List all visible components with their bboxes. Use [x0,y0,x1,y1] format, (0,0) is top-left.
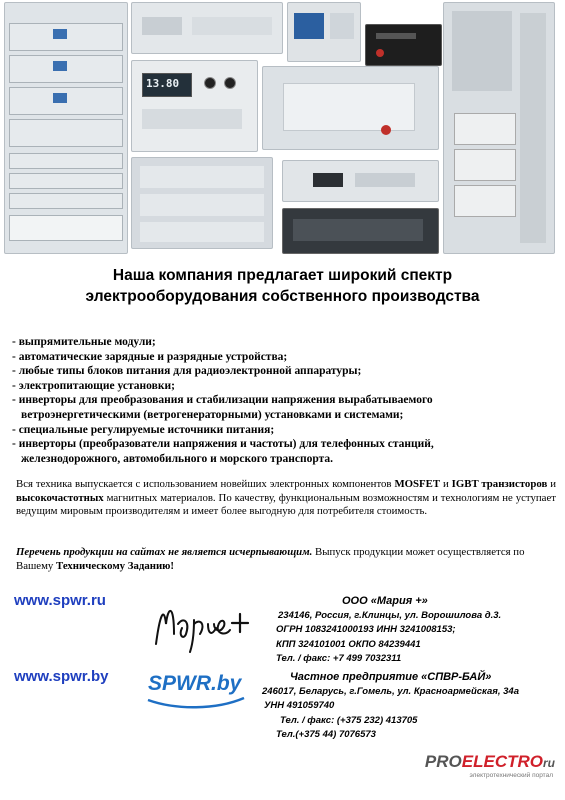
display-reading: 13.80 [146,77,180,90]
company-block-russia [274,594,559,667]
company-line: Тел. / факс: +7 499 7032311 [276,653,402,664]
list-item: - электропитающие установки; [12,379,175,392]
proelectro-tagline: электротехнический портал [469,772,553,779]
company-line: 234146, Россия, г.Клинцы, ул. Ворошилова д.3. [278,609,502,621]
rack-cabinet-photo-left [4,2,128,254]
list-item: - любые типы блоков питания для радиоэлектронной аппаратуры; [12,365,362,378]
spwr-by-logo: SPWR.by [148,672,242,695]
list-item: - автоматические зарядные и разрядные устройства; [12,350,288,363]
inverter-photo-silver [262,66,439,150]
headline-line-2: электрооборудования собственного производства [85,288,480,305]
list-item: - инверторы (преобразователи напряжения и частоты) для телефонных станций, [12,438,434,451]
rack-unit-photo-top [131,2,283,54]
rectifier-photo [131,157,273,249]
mosfet-term: MOSFET [394,478,441,490]
maria-signature-logo [150,594,260,654]
company-line: Тел. / факс: (+375 232) 413705 [280,714,418,726]
modular-unit-photo [282,208,439,254]
product-photo-collage [0,0,565,252]
list-item: - специальные регулируемые источники питания; [12,423,275,436]
company-line: 246017, Беларусь, г.Гомель, ул. Красноармейская, 34а [262,685,519,697]
technology-paragraph: Вся техника выпускается с использованием новейших электронных компонентов MOSFET и IGBT транзисторов и высокочастотных магнитных материалов. По качеству, функциональным возможностям и технологиям не уступает ведущим мировым производителям и имеет более выгодную для потребителя стоимость. [16,478,556,518]
company-line: КПП 324101001 ОКПО 84239441 [276,638,421,650]
spwr-logo-swoosh [146,696,246,710]
company-line: УНН 491059740 [264,700,335,711]
custom-order-paragraph: Перечень продукции на сайтах не является исчерпывающим. Выпуск продукции может осуществляется по Вашему Техническому Заданию! [16,546,525,572]
rack-cabinet-photo-right [443,2,555,254]
company-block-belarus [262,670,562,743]
list-item: - инверторы для преобразования и стабилизации напряжения вырабатываемого [12,394,433,407]
product-list [12,335,557,466]
link-spwr-ru[interactable]: www.spwr.ru [14,592,106,609]
rack-unit-photo-display [282,160,439,202]
list-item: железнодорожного, автомобильного и морского транспорта. [21,452,333,465]
list-item: ветроэнергетическими (ветрогенераторными) установками и системами; [21,408,404,421]
inverter-photo-black [365,24,442,66]
digital-panel-photo [287,2,361,62]
company-line: ОГРН 1083241000193 ИНН 3241008153; [276,624,456,635]
company-title-russia: ООО «Мария +» [342,595,428,607]
igbt-term: IGBT транзисторов [451,478,548,490]
power-supply-photo [131,60,258,152]
headline-line-1: Наша компания предлагает широкий спектр [112,267,453,284]
proelectro-logo: PROELECTROru [424,752,555,771]
link-spwr-by[interactable]: www.spwr.by [14,668,109,685]
list-item: - выпрямительные модули; [12,336,156,348]
company-title-belarus: Частное предприятие «СПВР-БАЙ» [290,671,492,683]
high-frequency-term: высокочастотных [16,491,104,504]
company-line: Тел.(+375 44) 7076573 [276,729,376,740]
